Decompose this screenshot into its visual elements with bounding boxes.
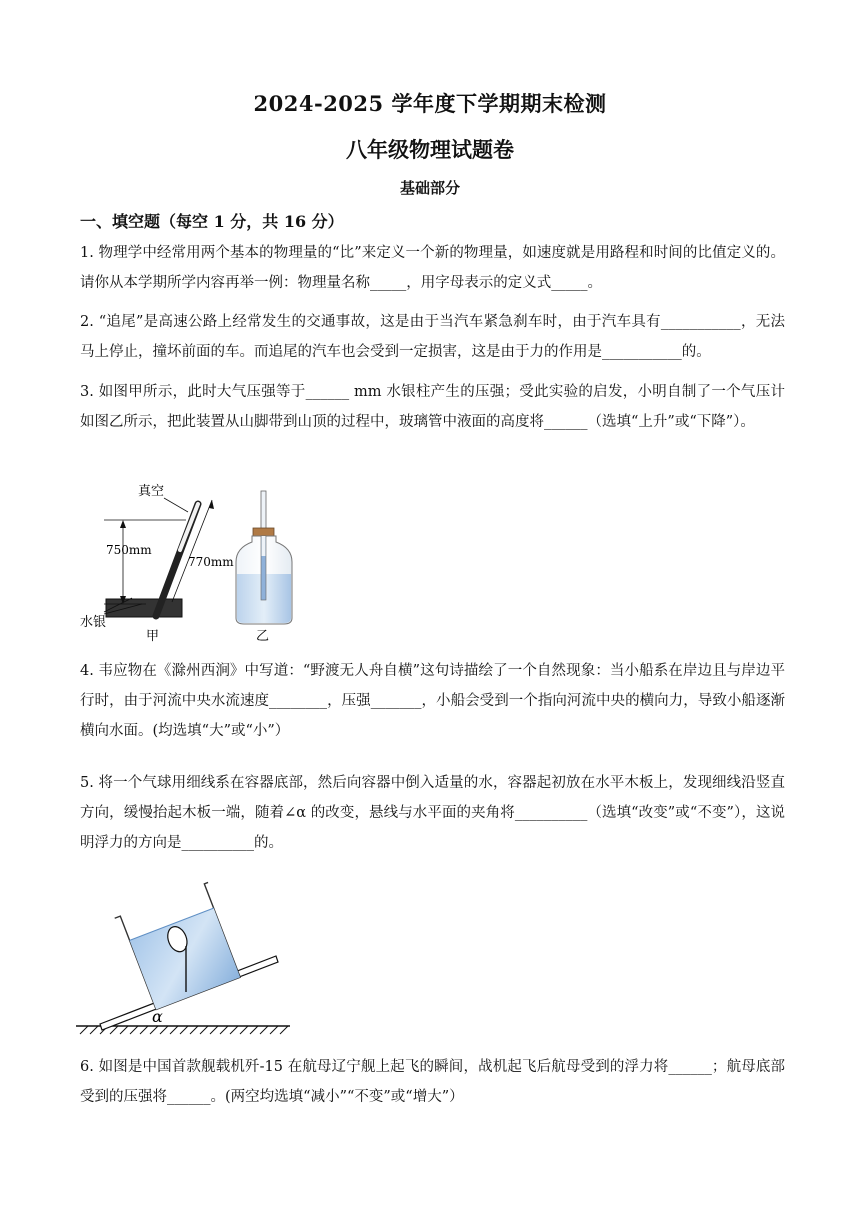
- part-heading: 基础部分: [399, 179, 460, 197]
- question-5: 5. 将一个气球用细线系在容器底部，然后向容器中倒入适量的水，容器起初放在水平木板上，发现细线沿竖直方向，缓慢抬起木板一端，随着∠α 的改变，悬线与水平面的夹角将__________（选填“改变”或“不变”），这说明浮力的方向是__________的。: [80, 775, 785, 851]
- question-3: 3. 如图甲所示，此时大气压强等于______ mm 水银柱产生的压强；受此实验的启发，小明自制了一个气压计如图乙所示，把此装置从山脚带到山顶的过程中，玻璃管中液面的高度将______（选填“上升”或“下降”）。: [80, 384, 785, 430]
- torricelli-apparatus: [80, 483, 234, 644]
- question-6: 6. 如图是中国首款舰载机歼-15 在航母辽宁舰上起飞的瞬间，战机起飞后航母受到的浮力将______；航母底部受到的压强将______。(两空均选填“减小”“不变”或“增大”）: [80, 1059, 785, 1105]
- label-750mm: 750mm: [106, 543, 152, 557]
- exam-subtitle: 八年级物理试题卷: [346, 137, 514, 162]
- barometer-figure: [76, 478, 306, 646]
- label-mercury: 水银: [80, 615, 107, 630]
- section-heading: 一、填空题（每空 1 分，共 16 分）: [80, 212, 344, 231]
- label-770mm: 770mm: [188, 555, 234, 569]
- question-1: 1. 物理学中经常用两个基本的物理量的“比”来定义一个新的物理量，如速度就是用路程和时间的比值定义的。请你从本学期所学内容再举一例：物理量名称_____，用字母表示的定义式_____。: [80, 245, 785, 291]
- inclined-beaker-figure: [76, 874, 296, 1040]
- exam-title: 2024-2025 学年度下学期期末检测: [253, 91, 607, 116]
- label-yi: 乙: [256, 629, 270, 644]
- label-alpha: α: [152, 1007, 163, 1026]
- homemade-barometer: [236, 491, 292, 644]
- label-jia: 甲: [146, 629, 160, 644]
- label-vacuum: 真空: [138, 484, 165, 499]
- question-2: 2. “追尾”是高速公路上经常发生的交通事故，这是由于当汽车紧急刹车时，由于汽车具有___________，无法马上停止，撞坏前面的车。而追尾的汽车也会受到一定损害，这是由于力的作用是___________的。: [80, 314, 785, 360]
- question-4: 4. 韦应物在《滁州西涧》中写道：“野渡无人舟自横”这句诗描绘了一个自然现象：当小船系在岸边且与岸边平行时，由于河流中央水流速度________，压强_______，小船会受到一个指向河流中央的横向力，导致小船逐渐横向水面。(均选填“大”或“小”）: [80, 663, 785, 739]
